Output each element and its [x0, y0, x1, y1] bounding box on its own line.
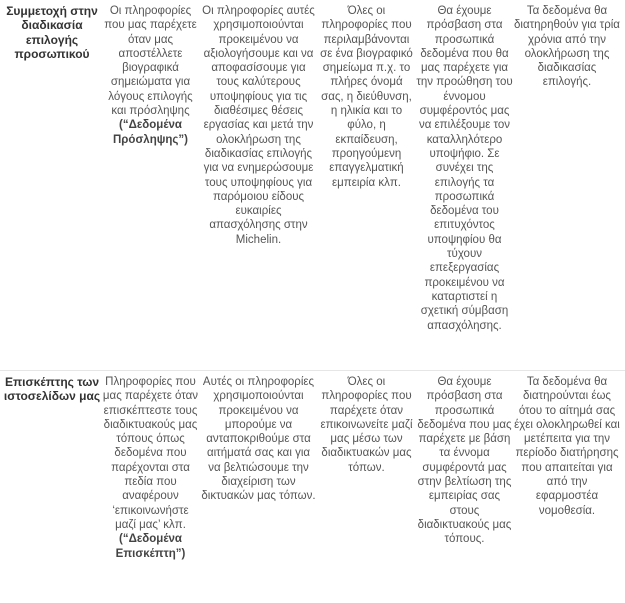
legal-basis-cell: Θα έχουμε πρόσβαση στα προσωπικά δεδομένα που μας παρέχετε με βάση τα έννομα συμφέροντά μας στην βελτίωση της εμπειρίας σας στους διαδικτυακούς μας τόπους. [417, 376, 512, 546]
data-type-cell [102, 375, 199, 561]
data-type-label: (“Δεδομένα Επισκέπτη”) [115, 533, 186, 560]
data-type-text: Πληροφορίες που μας παρέχετε όταν επισκέπτεστε τους διαδικτυακούς μας τόπους όπως δεδομένα που παρέχονται στα πεδία που αναφέρουν ‘επικοινωνήστε μαζί μας’ κλπ. [102, 376, 199, 531]
retention-cell: Τα δεδομένα θα διατηρηθούν για τρία χρόνια από την ολοκλήρωση της διαδικασίας επιλογής. [514, 5, 620, 89]
table-row [0, 370, 625, 603]
data-type-label: (“Δεδομένα Πρόσληψης”) [113, 119, 188, 146]
data-type-cell [102, 4, 199, 147]
examples-cell: Όλες οι πληροφορίες που παρέχετε όταν επικοινωνείτε μαζί μας μέσω των διαδικτυακών μας τόπων. [320, 376, 413, 474]
usage-cell: Οι πληροφορίες αυτές χρησιμοποιούνται προκειμένου να αξιολογήσουμε και να αποφασίσουμε για τους καλύτερους υποψηφίους για τις διαθέσιμες θέσεις εργασίας και μετά την ολοκλήρωση της διαδικασίας επιλογής για να ενημερώσουμε τους υποψηφίους για παρόμοιου είδους ευκαιρίες απασχόλησης στην Michelin. [202, 5, 315, 246]
purpose-cell: Επισκέπτης των ιστοσελίδων μας [3, 375, 101, 404]
legal-basis-cell: Θα έχουμε πρόσβαση στα προσωπικά δεδομένα που θα μας παρέχετε για την προώθηση του έννομου συμφέροντός μας να επιλέξουμε τον καταλληλότερο υποψήφιο. Σε συνέχει της επιλογής τα προσωπικά δεδομένα του επιτυχόντος υποψηφίου θα τύχουν επεξεργασίας προκειμένου να καταρτιστεί η σχετική σύμβαση απασχόλησης. [416, 5, 513, 332]
data-type-text: Οι πληροφορίες που μας παρέχετε όταν μας αποστέλλετε βιογραφικά σημειώματα για λόγους επιλογής και πρόσληψης [104, 5, 197, 118]
usage-cell: Αυτές οι πληροφορίες χρησιμοποιούνται προκειμένου να μπορούμε να ανταποκριθούμε στα αιτήματά σας και για να βελτιώσουμε την διαχείριση των δικτυακών μας τόπων. [201, 376, 316, 503]
retention-cell: Τα δεδομένα θα διατηρούνται έως ότου το αίτημά σας έχει ολοκληρωθεί και μετέπειτα για την περίοδο διατήρησης που απαιτείται για από την εφαρμοστέα νομοθεσία. [514, 376, 620, 517]
purpose-cell: Συμμετοχή στην διαδικασία επιλογής προσωπικού [6, 4, 98, 61]
examples-cell: Όλες οι πληροφορίες που περιλαμβάνονται σε ένα βιογραφικό σημείωμα π.χ. το πλήρες όνομά σας, η διεύθυνση, η ηλικία και το φύλο, η εκπαίδευση, προηγούμενη επαγγελματική εμπειρία κλπ. [320, 5, 413, 189]
